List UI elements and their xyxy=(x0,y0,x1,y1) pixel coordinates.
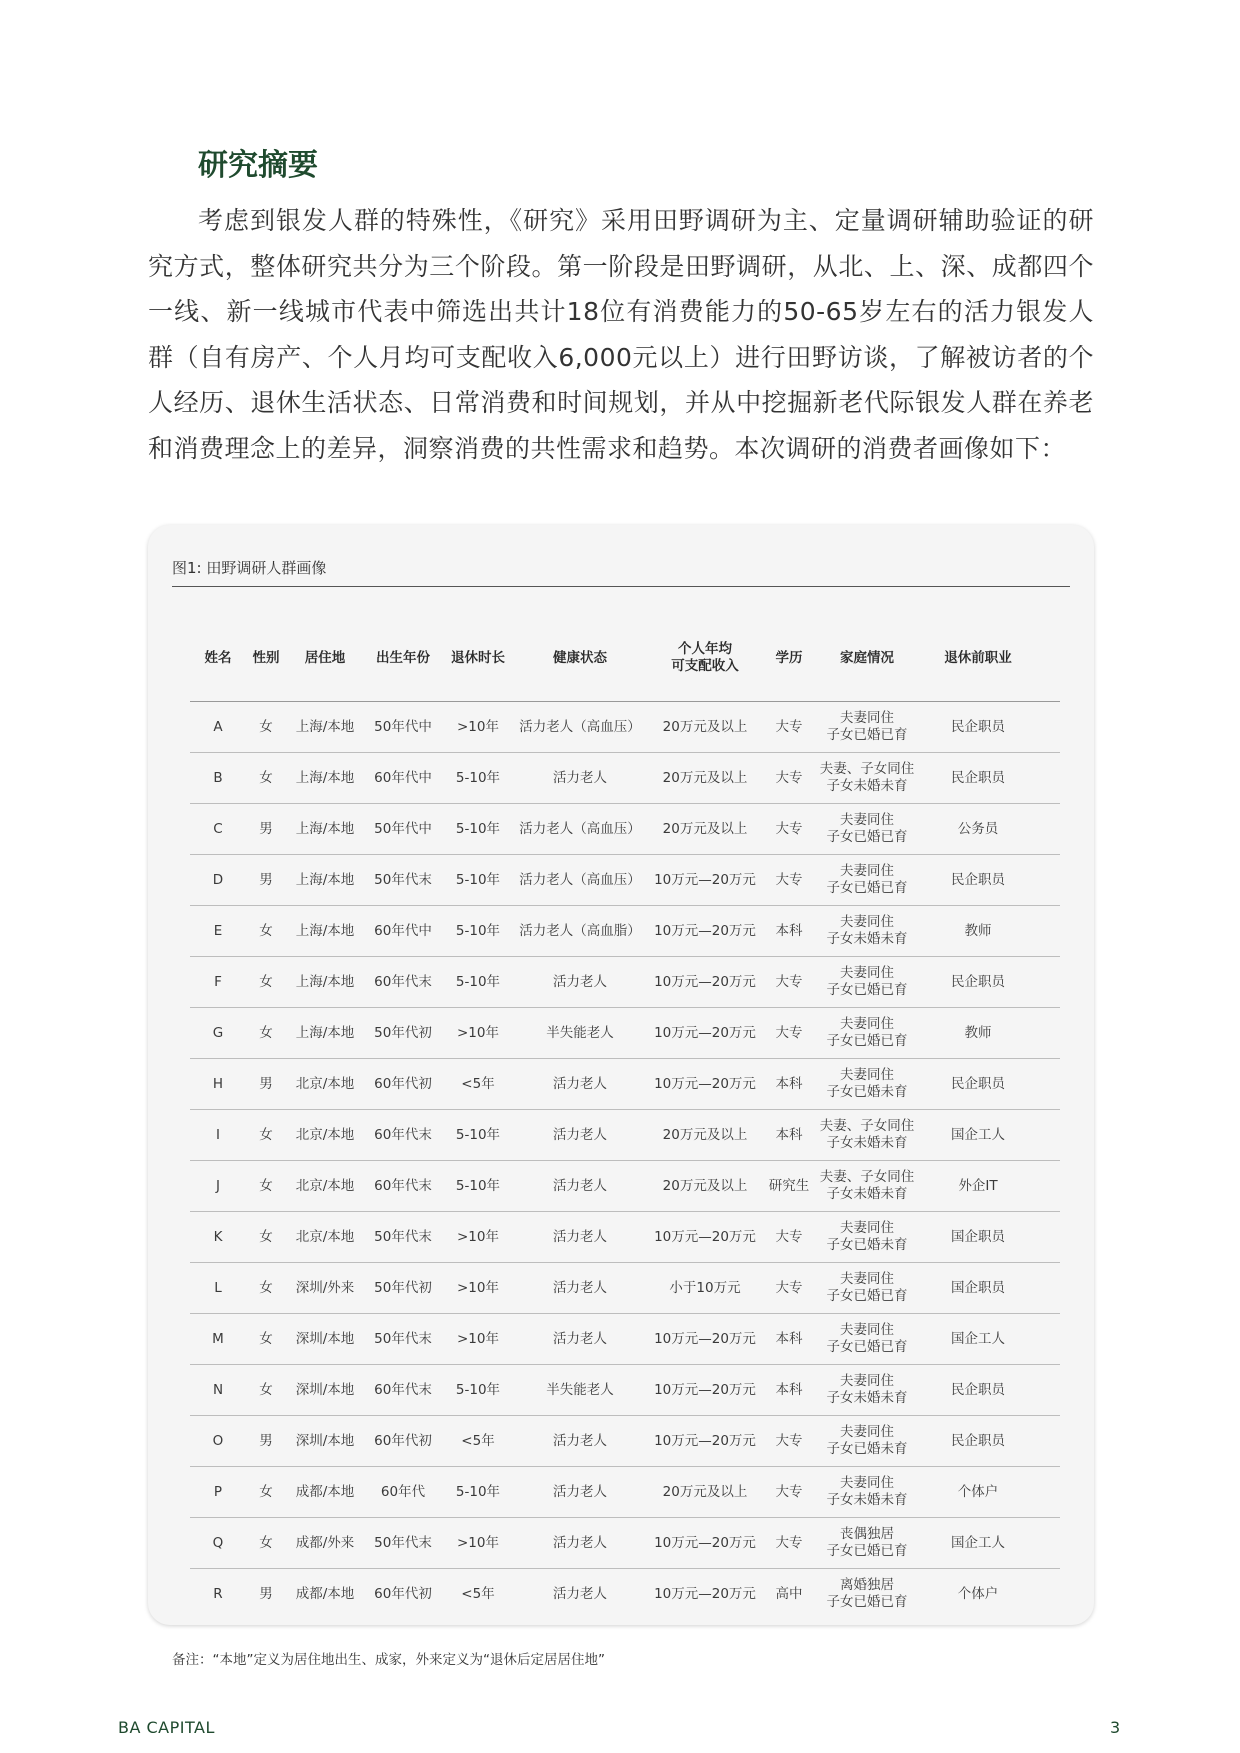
table-row xyxy=(190,1569,1060,1619)
cell-name: F xyxy=(214,973,222,990)
cell-health-status: 半失能老人 xyxy=(546,1024,614,1041)
cell-pre-retirement-job: 国企工人 xyxy=(951,1126,1005,1143)
footnote: 备注：“本地”定义为居住地出生、成家，外来定义为“退休后定居居住地” xyxy=(172,1652,605,1668)
cell-name: A xyxy=(213,718,223,735)
cell-retirement-length: >10年 xyxy=(457,718,499,735)
cell-health-status: 活力老人 xyxy=(553,1177,607,1194)
cell-gender: 男 xyxy=(259,820,273,837)
table-row xyxy=(190,1008,1060,1059)
cell-education: 大专 xyxy=(775,1024,803,1041)
cell-education: 大专 xyxy=(775,1534,803,1551)
header-pre-retirement-job: 退休前职业 xyxy=(944,649,1012,666)
cell-family-situation: 夫妻同住 子女已婚未育 xyxy=(826,1067,908,1100)
cell-residence: 北京/本地 xyxy=(295,1075,355,1092)
cell-family-situation: 夫妻同住 子女已婚已育 xyxy=(826,863,908,896)
cell-name: G xyxy=(212,1024,224,1041)
cell-gender: 女 xyxy=(259,1126,273,1143)
cell-family-situation: 丧偶独居 子女已婚已育 xyxy=(826,1526,908,1559)
cell-pre-retirement-job: 教师 xyxy=(964,1024,992,1041)
cell-annual-income: 20万元及以上 xyxy=(662,1177,748,1194)
cell-health-status: 活力老人 xyxy=(553,1330,607,1347)
cell-health-status: 半失能老人 xyxy=(546,1381,614,1398)
cell-pre-retirement-job: 个体户 xyxy=(957,1483,999,1500)
cell-gender: 女 xyxy=(259,1483,273,1500)
cell-name: I xyxy=(216,1126,220,1143)
cell-education: 大专 xyxy=(775,1228,803,1245)
cell-education: 大专 xyxy=(775,1483,803,1500)
cell-birth-year: 50年代末 xyxy=(374,1534,432,1551)
cell-retirement-length: 5-10年 xyxy=(455,1483,501,1500)
cell-name: K xyxy=(213,1228,223,1245)
cell-education: 大专 xyxy=(775,1432,803,1449)
cell-family-situation: 夫妻同住 子女已婚未育 xyxy=(826,1220,908,1253)
cell-residence: 深圳/本地 xyxy=(295,1381,355,1398)
header-education: 学历 xyxy=(775,649,803,666)
cell-health-status: 活力老人（高血压） xyxy=(519,820,641,837)
cell-residence: 北京/本地 xyxy=(295,1177,355,1194)
cell-retirement-length: 5-10年 xyxy=(455,871,501,888)
table-row xyxy=(190,1263,1060,1314)
cell-retirement-length: <5年 xyxy=(461,1585,495,1602)
cell-health-status: 活力老人 xyxy=(553,973,607,990)
header-gender: 性别 xyxy=(252,649,280,666)
cell-pre-retirement-job: 民企职员 xyxy=(951,1432,1005,1449)
cell-pre-retirement-job: 公务员 xyxy=(957,820,999,837)
cell-birth-year: 60年代 xyxy=(380,1483,426,1500)
cell-retirement-length: <5年 xyxy=(461,1432,495,1449)
table-row xyxy=(190,1212,1060,1263)
cell-annual-income: 10万元—20万元 xyxy=(654,1585,756,1602)
cell-residence: 深圳/外来 xyxy=(295,1279,355,1296)
cell-gender: 男 xyxy=(259,1432,273,1449)
cell-family-situation: 夫妻同住 子女已婚已育 xyxy=(826,1322,908,1355)
cell-retirement-length: >10年 xyxy=(457,1228,499,1245)
cell-health-status: 活力老人（高血脂） xyxy=(519,922,641,939)
header-residence: 居住地 xyxy=(304,649,346,666)
header-birth-year: 出生年份 xyxy=(376,649,430,666)
cell-annual-income: 10万元—20万元 xyxy=(654,1381,756,1398)
table-row xyxy=(190,702,1060,753)
cell-pre-retirement-job: 国企职员 xyxy=(951,1279,1005,1296)
cell-annual-income: 10万元—20万元 xyxy=(654,973,756,990)
cell-birth-year: 60年代末 xyxy=(374,1381,432,1398)
intro-paragraph: 考虑到银发人群的特殊性，《研究》采用田野调研为主、定量调研辅助验证的研究方式，整体研究共分为三个阶段。第一阶段是田野调研，从北、上、深、成都四个一线、新一线城市代表中筛选出共计18位有消费能力的50-65岁左右的活力银发人群（自有房产、个人月均可支配收入6,000元以上）进行田野访谈，了解被访者的个人经历、退休生活状态、日常消费和时间规划，并从中挖掘新老代际银发人群在养老和消费理念上的差异，洞察消费的共性需求和趋势。本次调研的消费者画像如下： xyxy=(148,206,1094,463)
cell-birth-year: 60年代初 xyxy=(374,1075,432,1092)
cell-residence: 上海/本地 xyxy=(295,769,355,786)
cell-health-status: 活力老人 xyxy=(553,1534,607,1551)
cell-annual-income: 10万元—20万元 xyxy=(654,1024,756,1041)
cell-birth-year: 60年代初 xyxy=(374,1585,432,1602)
footer-brand: BA CAPITAL xyxy=(118,1718,215,1737)
cell-residence: 上海/本地 xyxy=(295,820,355,837)
cell-annual-income: 10万元—20万元 xyxy=(654,1075,756,1092)
cell-name: Q xyxy=(212,1534,224,1551)
cell-birth-year: 60年代末 xyxy=(374,1126,432,1143)
cell-name: J xyxy=(216,1177,220,1194)
cell-annual-income: 10万元—20万元 xyxy=(654,1432,756,1449)
cell-birth-year: 60年代中 xyxy=(374,769,432,786)
cell-education: 大专 xyxy=(775,769,803,786)
cell-annual-income: 10万元—20万元 xyxy=(654,1228,756,1245)
cell-annual-income: 20万元及以上 xyxy=(662,1126,748,1143)
cell-education: 大专 xyxy=(775,820,803,837)
cell-birth-year: 60年代末 xyxy=(374,1177,432,1194)
cell-family-situation: 夫妻同住 子女已婚已育 xyxy=(826,812,908,845)
header-annual-income: 个人年均 可支配收入 xyxy=(671,641,739,674)
cell-family-situation: 离婚独居 子女已婚已育 xyxy=(826,1577,908,1610)
section-title: 研究摘要 xyxy=(198,148,318,183)
cell-annual-income: 20万元及以上 xyxy=(662,769,748,786)
cell-name: R xyxy=(213,1585,223,1602)
cell-pre-retirement-job: 民企职员 xyxy=(951,769,1005,786)
cell-gender: 男 xyxy=(259,1585,273,1602)
cell-birth-year: 50年代初 xyxy=(374,1024,432,1041)
cell-pre-retirement-job: 民企职员 xyxy=(951,1381,1005,1398)
cell-health-status: 活力老人（高血压） xyxy=(519,718,641,735)
cell-name: C xyxy=(213,820,223,837)
figure-panel xyxy=(148,525,1094,1625)
cell-pre-retirement-job: 教师 xyxy=(964,922,992,939)
cell-health-status: 活力老人 xyxy=(553,1279,607,1296)
cell-retirement-length: 5-10年 xyxy=(455,769,501,786)
cell-family-situation: 夫妻同住 子女已婚未育 xyxy=(826,1424,908,1457)
cell-residence: 深圳/本地 xyxy=(295,1330,355,1347)
cell-education: 本科 xyxy=(775,922,803,939)
cell-gender: 女 xyxy=(259,718,273,735)
header-health-status: 健康状态 xyxy=(553,649,607,666)
cell-health-status: 活力老人 xyxy=(553,1585,607,1602)
cell-retirement-length: 5-10年 xyxy=(455,1126,501,1143)
cell-name: M xyxy=(212,1330,224,1347)
cell-health-status: 活力老人 xyxy=(553,1126,607,1143)
cell-education: 本科 xyxy=(775,1381,803,1398)
cell-gender: 女 xyxy=(259,973,273,990)
cell-family-situation: 夫妻、子女同住 子女未婚未育 xyxy=(819,761,915,794)
header-family-situation: 家庭情况 xyxy=(840,649,894,666)
cell-pre-retirement-job: 民企职员 xyxy=(951,973,1005,990)
cell-residence: 上海/本地 xyxy=(295,1024,355,1041)
cell-education: 研究生 xyxy=(768,1177,810,1194)
cell-family-situation: 夫妻同住 子女已婚已育 xyxy=(826,1271,908,1304)
cell-education: 本科 xyxy=(775,1126,803,1143)
cell-health-status: 活力老人 xyxy=(553,769,607,786)
figure-caption: 图1: 田野调研人群画像 xyxy=(172,559,327,577)
cell-gender: 女 xyxy=(259,1177,273,1194)
cell-annual-income: 10万元—20万元 xyxy=(654,1330,756,1347)
cell-gender: 女 xyxy=(259,1024,273,1041)
cell-residence: 成都/本地 xyxy=(295,1483,355,1500)
cell-annual-income: 10万元—20万元 xyxy=(654,1534,756,1551)
cell-pre-retirement-job: 国企工人 xyxy=(951,1330,1005,1347)
cell-pre-retirement-job: 外企IT xyxy=(958,1177,998,1194)
cell-education: 大专 xyxy=(775,871,803,888)
cell-residence: 成都/本地 xyxy=(295,1585,355,1602)
cell-family-situation: 夫妻同住 子女未婚未育 xyxy=(826,1373,908,1406)
cell-gender: 男 xyxy=(259,871,273,888)
cell-health-status: 活力老人 xyxy=(553,1483,607,1500)
cell-pre-retirement-job: 国企工人 xyxy=(951,1534,1005,1551)
table-body xyxy=(190,702,1060,1619)
cell-birth-year: 50年代中 xyxy=(374,820,432,837)
cell-gender: 女 xyxy=(259,1279,273,1296)
cell-education: 大专 xyxy=(775,1279,803,1296)
cell-birth-year: 60年代初 xyxy=(374,1432,432,1449)
cell-education: 本科 xyxy=(775,1075,803,1092)
cell-residence: 上海/本地 xyxy=(295,871,355,888)
cell-gender: 女 xyxy=(259,769,273,786)
cell-retirement-length: 5-10年 xyxy=(455,922,501,939)
table-header xyxy=(190,615,1060,702)
cell-retirement-length: 5-10年 xyxy=(455,820,501,837)
table-row xyxy=(190,1416,1060,1467)
cell-name: O xyxy=(212,1432,224,1449)
cell-education: 大专 xyxy=(775,718,803,735)
cell-gender: 女 xyxy=(259,1381,273,1398)
cell-retirement-length: <5年 xyxy=(461,1075,495,1092)
cell-birth-year: 60年代中 xyxy=(374,922,432,939)
cell-health-status: 活力老人 xyxy=(553,1075,607,1092)
cell-education: 大专 xyxy=(775,973,803,990)
cell-retirement-length: >10年 xyxy=(457,1024,499,1041)
table-row xyxy=(190,1314,1060,1365)
cell-family-situation: 夫妻、子女同住 子女未婚未育 xyxy=(819,1169,915,1202)
table-row xyxy=(190,906,1060,957)
cell-birth-year: 50年代中 xyxy=(374,718,432,735)
cell-birth-year: 50年代末 xyxy=(374,871,432,888)
cell-residence: 北京/本地 xyxy=(295,1228,355,1245)
cell-residence: 上海/本地 xyxy=(295,922,355,939)
cell-retirement-length: 5-10年 xyxy=(455,1381,501,1398)
table-row xyxy=(190,804,1060,855)
table-row xyxy=(190,1161,1060,1212)
cell-pre-retirement-job: 民企职员 xyxy=(951,718,1005,735)
cell-name: P xyxy=(213,1483,223,1500)
cell-retirement-length: >10年 xyxy=(457,1330,499,1347)
table-row xyxy=(190,957,1060,1008)
cell-name: B xyxy=(213,769,223,786)
cell-gender: 女 xyxy=(259,1330,273,1347)
cell-education: 高中 xyxy=(775,1585,803,1602)
cell-name: L xyxy=(214,1279,222,1296)
cell-pre-retirement-job: 国企职员 xyxy=(951,1228,1005,1245)
cell-name: N xyxy=(212,1381,224,1398)
caption-divider xyxy=(172,586,1070,587)
table-row xyxy=(190,1365,1060,1416)
cell-birth-year: 50年代末 xyxy=(374,1330,432,1347)
table-row xyxy=(190,1110,1060,1161)
table-row xyxy=(190,1518,1060,1569)
cell-health-status: 活力老人 xyxy=(553,1432,607,1449)
cell-retirement-length: 5-10年 xyxy=(455,1177,501,1194)
cell-residence: 北京/本地 xyxy=(295,1126,355,1143)
cell-family-situation: 夫妻同住 子女未婚未育 xyxy=(826,914,908,947)
persona-table xyxy=(190,615,1060,1619)
cell-health-status: 活力老人 xyxy=(553,1228,607,1245)
cell-annual-income: 20万元及以上 xyxy=(662,718,748,735)
cell-pre-retirement-job: 民企职员 xyxy=(951,871,1005,888)
cell-annual-income: 20万元及以上 xyxy=(662,1483,748,1500)
cell-residence: 上海/本地 xyxy=(295,973,355,990)
table-row xyxy=(190,855,1060,906)
cell-education: 本科 xyxy=(775,1330,803,1347)
table-row xyxy=(190,1467,1060,1518)
cell-annual-income: 小于10万元 xyxy=(669,1279,741,1296)
cell-family-situation: 夫妻同住 子女已婚已育 xyxy=(826,710,908,743)
cell-retirement-length: >10年 xyxy=(457,1279,499,1296)
cell-residence: 深圳/本地 xyxy=(295,1432,355,1449)
cell-family-situation: 夫妻同住 子女已婚已育 xyxy=(826,965,908,998)
cell-birth-year: 50年代初 xyxy=(374,1279,432,1296)
cell-gender: 女 xyxy=(259,922,273,939)
cell-gender: 女 xyxy=(259,1534,273,1551)
cell-family-situation: 夫妻、子女同住 子女未婚未育 xyxy=(819,1118,915,1151)
cell-name: H xyxy=(212,1075,224,1092)
cell-annual-income: 10万元—20万元 xyxy=(654,922,756,939)
page-number: 3 xyxy=(1110,1718,1121,1737)
header-retirement-length: 退休时长 xyxy=(451,649,505,666)
cell-annual-income: 10万元—20万元 xyxy=(654,871,756,888)
cell-residence: 上海/本地 xyxy=(295,718,355,735)
cell-gender: 男 xyxy=(259,1075,273,1092)
cell-name: D xyxy=(212,871,224,888)
cell-retirement-length: 5-10年 xyxy=(455,973,501,990)
cell-gender: 女 xyxy=(259,1228,273,1245)
cell-family-situation: 夫妻同住 子女已婚已育 xyxy=(826,1016,908,1049)
cell-health-status: 活力老人（高血压） xyxy=(519,871,641,888)
cell-residence: 成都/外来 xyxy=(295,1534,355,1551)
table-row xyxy=(190,753,1060,804)
cell-retirement-length: >10年 xyxy=(457,1534,499,1551)
cell-pre-retirement-job: 个体户 xyxy=(957,1585,999,1602)
cell-name: E xyxy=(213,922,223,939)
cell-family-situation: 夫妻同住 子女未婚未育 xyxy=(826,1475,908,1508)
cell-pre-retirement-job: 民企职员 xyxy=(951,1075,1005,1092)
cell-birth-year: 50年代末 xyxy=(374,1228,432,1245)
cell-birth-year: 60年代末 xyxy=(374,973,432,990)
cell-annual-income: 20万元及以上 xyxy=(662,820,748,837)
header-name: 姓名 xyxy=(204,649,232,666)
table-row xyxy=(190,1059,1060,1110)
